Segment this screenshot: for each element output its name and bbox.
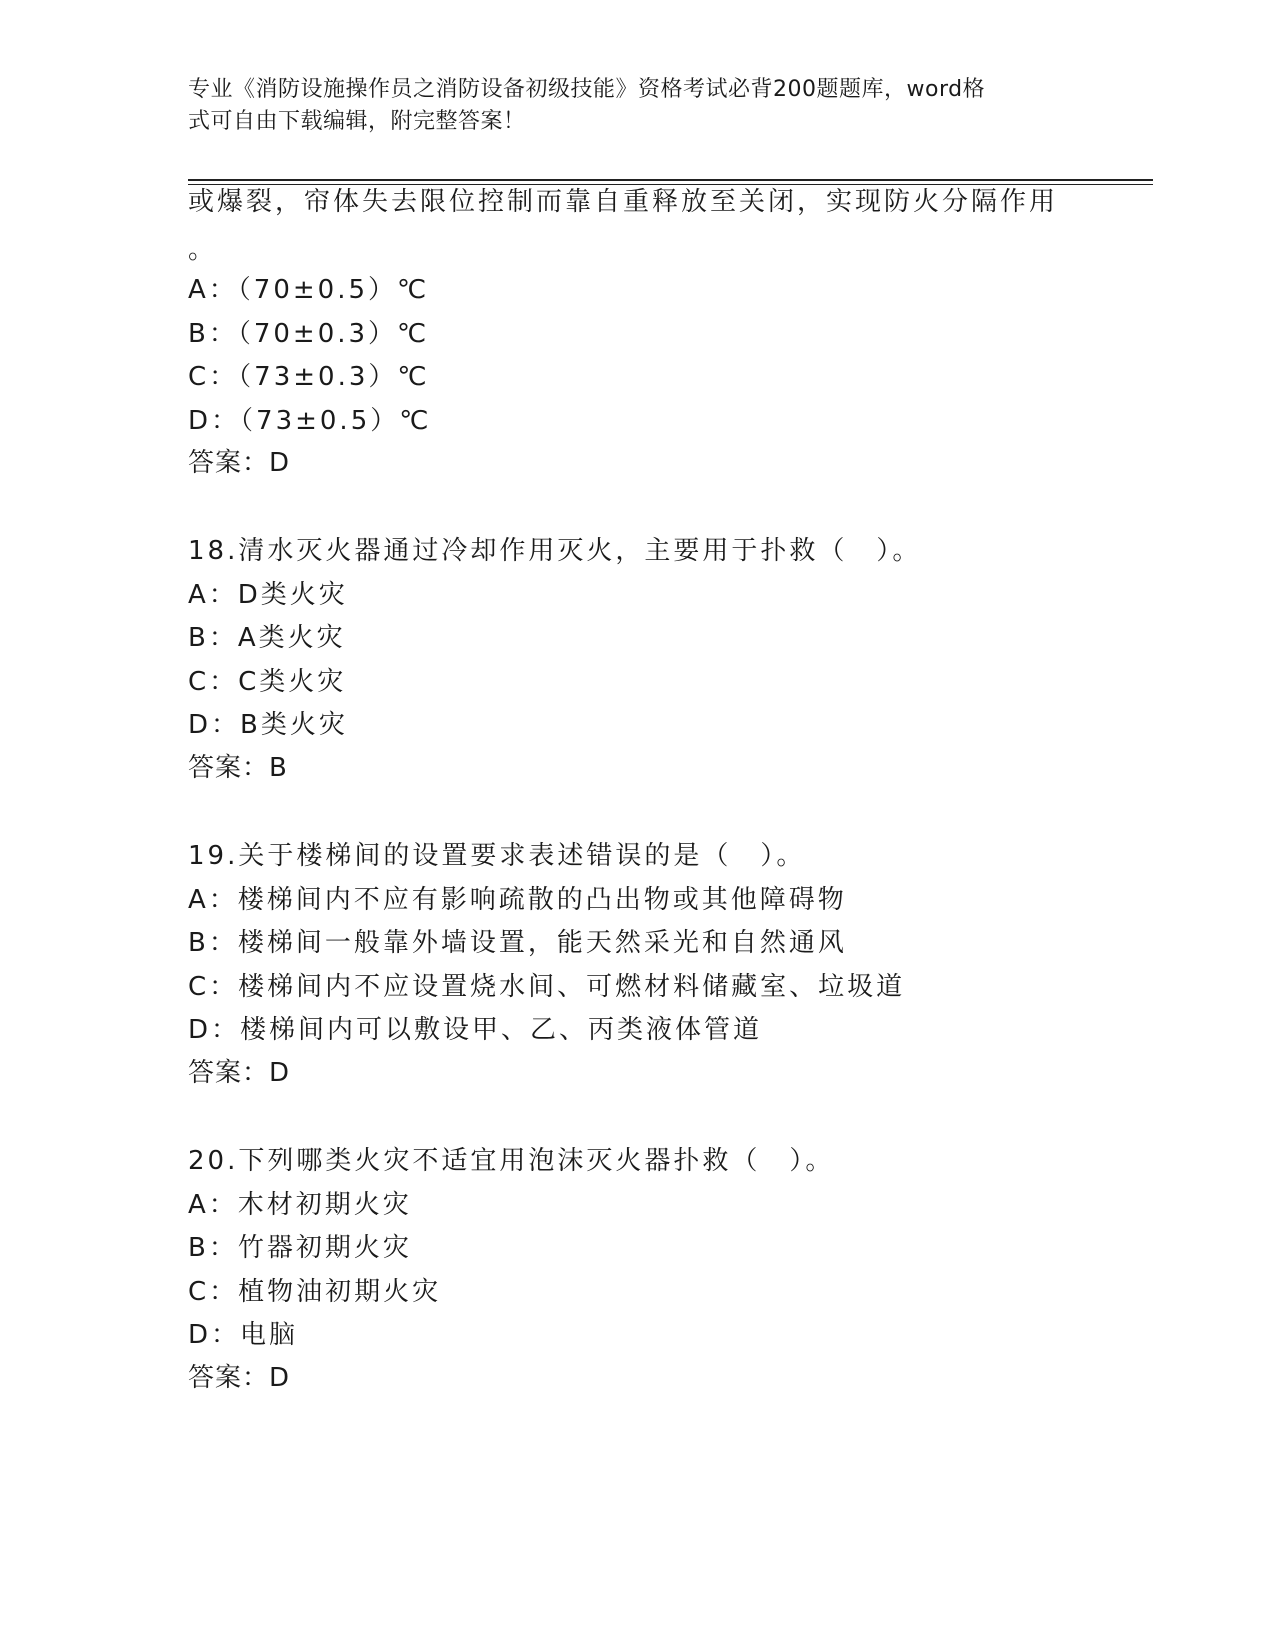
prev-option-d: D：（73±0.5）℃: [188, 406, 432, 436]
prev-option-c: C：（73±0.3）℃: [188, 362, 430, 392]
q19-option-d: D：楼梯间内可以敷设甲、乙、丙类液体管道: [188, 1015, 763, 1045]
q20-answer: 答案：D: [188, 1363, 291, 1393]
q19-option-a: A：楼梯间内不应有影响疏散的凸出物或其他障碍物: [188, 885, 847, 915]
question-continuation-line-2: 。: [188, 235, 218, 265]
q18-option-c: C：C类火灾: [188, 667, 347, 697]
q19-option-b: B：楼梯间一般靠外墙设置，能天然采光和自然通风: [188, 928, 847, 958]
q19-answer: 答案：D: [188, 1058, 291, 1088]
q20-option-c: C：植物油初期火灾: [188, 1277, 442, 1307]
document-header: [188, 74, 1068, 138]
prev-option-a: A：（70±0.5）℃: [188, 275, 430, 305]
header-line-1: 专业《消防设施操作员之消防设备初级技能》资格考试必背200题题库，word格: [188, 77, 986, 102]
question-continuation-line-1: 或爆裂，帘体失去限位控制而靠自重释放至关闭，实现防火分隔作用: [188, 187, 1059, 217]
prev-option-b: B：（70±0.3）℃: [188, 319, 430, 349]
prev-answer: 答案：D: [188, 448, 291, 478]
header-rule-thick: [188, 179, 1153, 181]
q19-title: 19.关于楼梯间的设置要求表述错误的是（ ）。: [188, 841, 806, 871]
header-line-2: 式可自由下载编辑，附完整答案！: [188, 109, 526, 134]
q18-option-d: D：B类火灾: [188, 710, 348, 740]
q20-option-a: A：木材初期火灾: [188, 1190, 412, 1220]
q18-option-a: A：D类火灾: [188, 580, 348, 610]
q20-option-b: B：竹器初期火灾: [188, 1233, 412, 1263]
q20-option-d: D：电脑: [188, 1320, 299, 1350]
q18-answer: 答案：B: [188, 753, 288, 783]
q18-title: 18.清水灭火器通过冷却作用灭火，主要用于扑救（ ）。: [188, 536, 922, 566]
q19-option-c: C：楼梯间内不应设置烧水间、可燃材料储藏室、垃圾道: [188, 972, 906, 1002]
q18-option-b: B：A类火灾: [188, 623, 346, 653]
q20-title: 20.下列哪类火灾不适宜用泡沫灭火器扑救（ ）。: [188, 1146, 835, 1176]
